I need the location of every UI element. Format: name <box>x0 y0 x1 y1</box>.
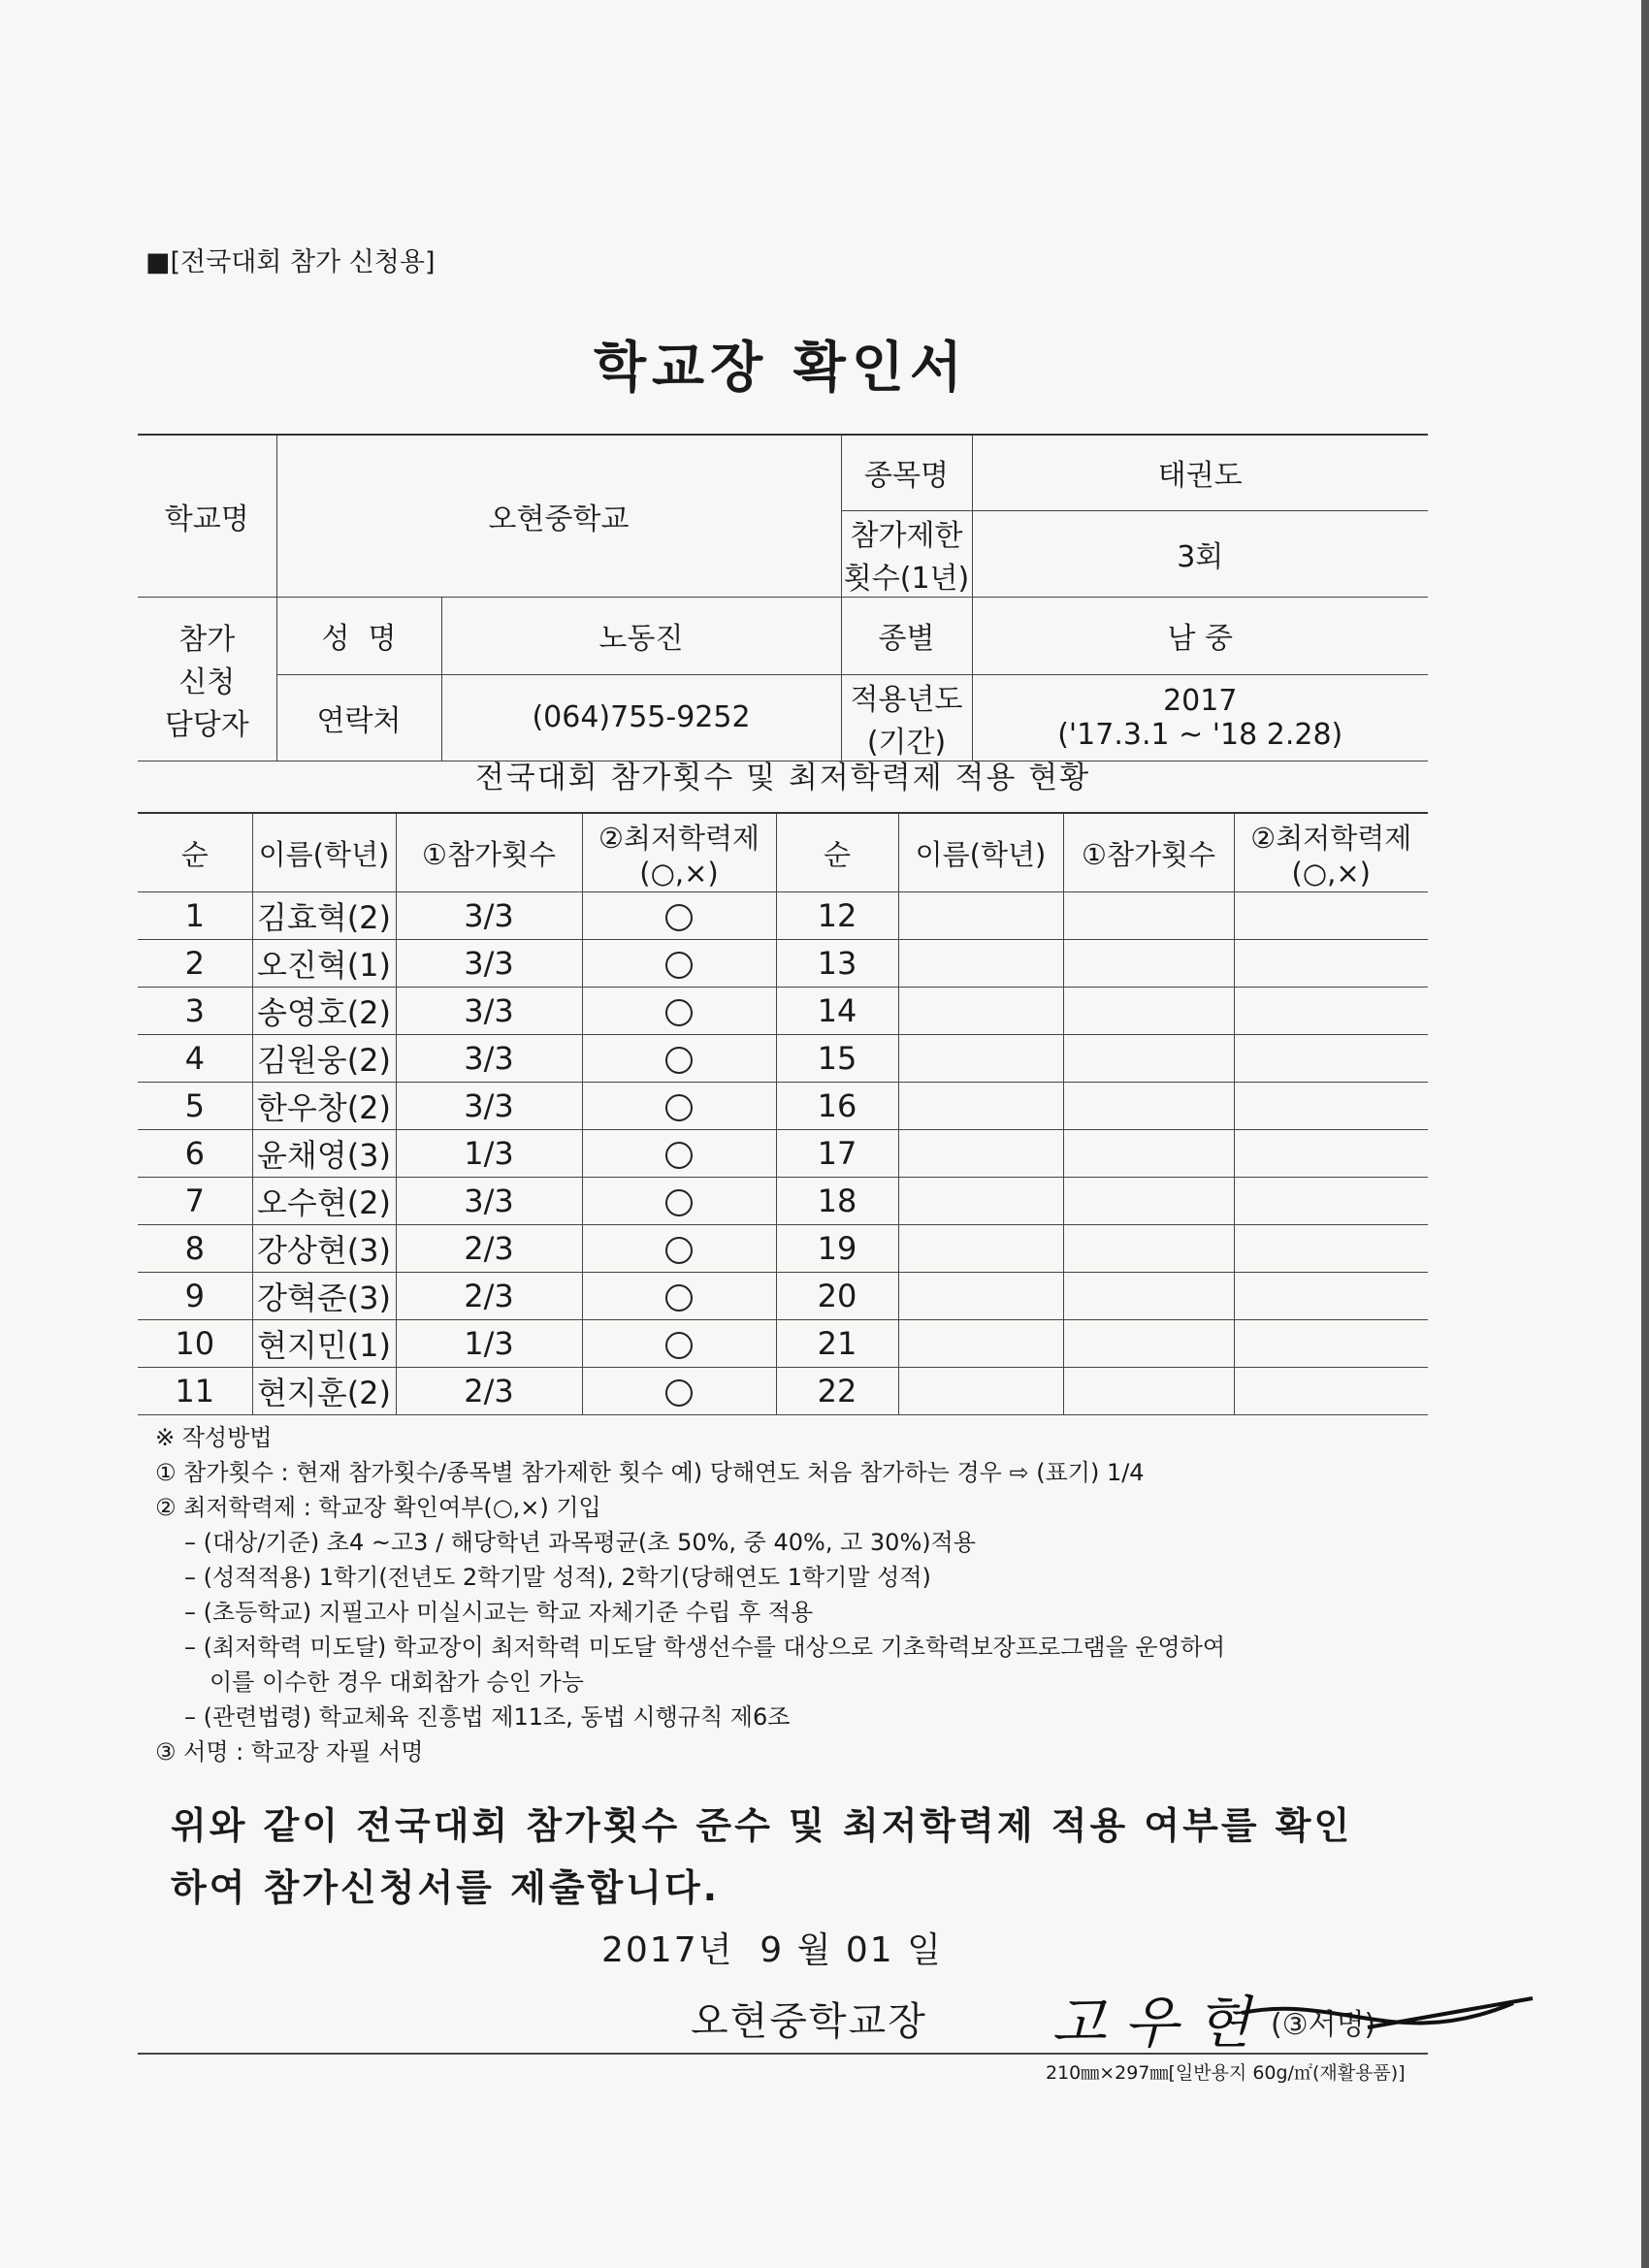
year-value-line1: 2017 <box>1163 683 1238 718</box>
row-count: 2/3 <box>396 1273 582 1320</box>
year-label-line1: 적용년도 <box>850 682 963 717</box>
year-label <box>841 674 972 761</box>
col-min <box>1234 813 1428 892</box>
row-name <box>898 892 1063 940</box>
note-line: – (초등학교) 지필고사 미실시교는 학교 자체기준 수립 후 적용 <box>184 1599 814 1626</box>
circle-mark-icon <box>665 1142 693 1169</box>
row-min-mark <box>1234 892 1428 940</box>
row-count <box>1063 1035 1234 1083</box>
row-min-mark <box>1234 1225 1428 1273</box>
row-name: 강상현(3) <box>252 1225 396 1273</box>
name-label: 성 명 <box>276 597 441 674</box>
row-count <box>1063 1130 1234 1178</box>
declaration-line2: 하여 참가신청서를 제출합니다. <box>171 1866 721 1909</box>
row-count: 2/3 <box>396 1368 582 1415</box>
row-name: 송영호(2) <box>252 988 396 1035</box>
signature-text: 고 우 현 <box>1051 1990 1250 2056</box>
row-no: 14 <box>776 988 898 1035</box>
row-min-mark <box>582 1035 776 1083</box>
row-name <box>898 1083 1063 1130</box>
event-label: 종목명 <box>841 435 972 510</box>
row-count: 1/3 <box>396 1320 582 1368</box>
row-name: 오진혁(1) <box>252 940 396 988</box>
row-count <box>1063 940 1234 988</box>
row-min-mark <box>582 1178 776 1225</box>
principal-signature <box>1048 1974 1552 2071</box>
row-min-mark <box>1234 1273 1428 1320</box>
applicant-label-line1: 참가 <box>178 622 236 657</box>
col-no: 순 <box>776 813 898 892</box>
row-name: 오수현(2) <box>252 1178 396 1225</box>
circle-mark-icon <box>665 1379 693 1407</box>
row-min-mark <box>1234 1083 1428 1130</box>
row-min-mark <box>582 1083 776 1130</box>
circle-mark-icon <box>665 904 693 931</box>
row-min-mark <box>582 940 776 988</box>
contact-value: (064)755-9252 <box>441 674 841 761</box>
table-row <box>138 1130 1428 1178</box>
limit-label-line1: 참가제한 <box>850 518 963 553</box>
col-name: 이름(학년) <box>898 813 1063 892</box>
row-no: 8 <box>138 1225 252 1273</box>
participation-table <box>138 812 1428 1415</box>
col-name: 이름(학년) <box>252 813 396 892</box>
applicant-label-line3: 담당자 <box>164 707 249 742</box>
row-name <box>898 1035 1063 1083</box>
row-min-mark <box>582 1273 776 1320</box>
category-label: 종별 <box>841 597 972 674</box>
row-no: 2 <box>138 940 252 988</box>
col-no: 순 <box>138 813 252 892</box>
table-row <box>138 1178 1428 1225</box>
circle-mark-icon <box>665 1047 693 1074</box>
applicant-label <box>138 597 276 761</box>
signature-seal-note: (③서명) <box>1271 2008 1376 2042</box>
row-min-mark <box>1234 1130 1428 1178</box>
row-min-mark <box>1234 1035 1428 1083</box>
row-count <box>1063 988 1234 1035</box>
note-line: – (대상/기준) 초4 ~고3 / 해당학년 과목평균(초 50%, 중 40%, 고 30%)적용 <box>184 1529 976 1556</box>
row-count: 3/3 <box>396 1035 582 1083</box>
row-no: 11 <box>138 1368 252 1415</box>
row-min-mark <box>582 1225 776 1273</box>
col-min <box>582 813 776 892</box>
limit-label-line2: 횟수(1년) <box>843 561 970 596</box>
col-min-line1: ②최저학력제 <box>1250 821 1412 855</box>
row-no: 16 <box>776 1083 898 1130</box>
note-line: ② 최저학력제 : 학교장 확인여부(○,×) 기입 <box>155 1494 601 1521</box>
row-no: 4 <box>138 1035 252 1083</box>
row-count: 2/3 <box>396 1225 582 1273</box>
circle-mark-icon <box>665 1189 693 1216</box>
row-name: 김원웅(2) <box>252 1035 396 1083</box>
circle-mark-icon <box>665 952 693 979</box>
paper-spec: 210㎜×297㎜[일반용지 60g/㎡(재활용품)] <box>1046 2062 1406 2084</box>
table-row <box>138 892 1428 940</box>
row-min-mark <box>1234 1178 1428 1225</box>
row-no: 9 <box>138 1273 252 1320</box>
row-name: 한우창(2) <box>252 1083 396 1130</box>
row-name: 현지민(1) <box>252 1320 396 1368</box>
row-min-mark <box>582 1368 776 1415</box>
row-no: 10 <box>138 1320 252 1368</box>
limit-value: 3회 <box>972 510 1428 597</box>
row-no: 18 <box>776 1178 898 1225</box>
contact-label: 연락처 <box>276 674 441 761</box>
circle-mark-icon <box>665 999 693 1026</box>
principal-name: 오현중학교장 <box>691 1999 927 2044</box>
row-count: 1/3 <box>396 1130 582 1178</box>
row-no: 12 <box>776 892 898 940</box>
scan-edge <box>1641 0 1649 2268</box>
row-min-mark <box>1234 988 1428 1035</box>
event-value: 태권도 <box>972 435 1428 510</box>
row-name: 윤채영(3) <box>252 1130 396 1178</box>
school-name: 오현중학교 <box>276 435 841 597</box>
row-no: 6 <box>138 1130 252 1178</box>
table-row <box>138 1035 1428 1083</box>
col-min-line2: (○,×) <box>639 856 719 890</box>
row-no: 17 <box>776 1130 898 1178</box>
info-table <box>138 434 1428 761</box>
row-min-mark <box>582 892 776 940</box>
table-row <box>138 940 1428 988</box>
row-no: 5 <box>138 1083 252 1130</box>
row-name <box>898 1178 1063 1225</box>
row-name <box>898 1368 1063 1415</box>
row-count <box>1063 1083 1234 1130</box>
row-min-mark <box>582 988 776 1035</box>
note-line: – (최저학력 미도달) 학교장이 최저학력 미도달 학생선수를 대상으로 기초학력보장프로그램을 운영하여 <box>184 1634 1226 1661</box>
declaration-line1: 위와 같이 전국대회 참가횟수 준수 및 최저학력제 적용 여부를 확인 <box>171 1804 1353 1847</box>
note-line: ① 참가횟수 : 현재 참가횟수/종목별 참가제한 횟수 예) 당해연도 처음 참가하는 경우 ⇨ (표기) 1/4 <box>155 1459 1145 1486</box>
row-no: 21 <box>776 1320 898 1368</box>
row-name <box>898 1320 1063 1368</box>
row-name: 현지훈(2) <box>252 1368 396 1415</box>
issue-date: 2017년 9 월 01 일 <box>601 1930 943 1970</box>
row-count: 3/3 <box>396 988 582 1035</box>
category-value: 남 중 <box>972 597 1428 674</box>
row-count <box>1063 892 1234 940</box>
row-no: 22 <box>776 1368 898 1415</box>
row-min-mark <box>1234 940 1428 988</box>
bottom-rule <box>138 2053 1428 2055</box>
row-no: 13 <box>776 940 898 988</box>
table-row <box>138 1225 1428 1273</box>
circle-mark-icon <box>665 1332 693 1359</box>
row-min-mark <box>1234 1320 1428 1368</box>
table-row <box>138 1368 1428 1415</box>
row-no: 1 <box>138 892 252 940</box>
notes-heading: ※ 작성방법 <box>155 1424 273 1451</box>
row-name: 강혁준(3) <box>252 1273 396 1320</box>
row-count <box>1063 1225 1234 1273</box>
row-count: 3/3 <box>396 1083 582 1130</box>
note-line: – (성적적용) 1학기(전년도 2학기말 성적), 2학기(당해연도 1학기말 성적) <box>184 1564 931 1591</box>
note-line: – (관련법령) 학교체육 진흥법 제11조, 동법 시행규칙 제6조 <box>184 1703 791 1731</box>
row-count <box>1063 1178 1234 1225</box>
section-title: 전국대회 참가횟수 및 최저학력제 적용 현황 <box>474 761 1091 795</box>
name-value: 노동진 <box>441 597 841 674</box>
row-min-mark <box>582 1320 776 1368</box>
circle-mark-icon <box>665 1237 693 1264</box>
col-min-line1: ②최저학력제 <box>598 821 760 855</box>
row-no: 15 <box>776 1035 898 1083</box>
row-no: 7 <box>138 1178 252 1225</box>
row-count: 3/3 <box>396 940 582 988</box>
row-name <box>898 1273 1063 1320</box>
row-count: 3/3 <box>396 892 582 940</box>
row-no: 3 <box>138 988 252 1035</box>
row-min-mark <box>1234 1368 1428 1415</box>
row-name <box>898 1130 1063 1178</box>
col-min-line2: (○,×) <box>1291 856 1371 890</box>
year-value <box>972 674 1428 761</box>
year-value-line2: ('17.3.1 ~ '18 2.28) <box>1057 717 1343 752</box>
page-title: 학교장 확인서 <box>593 337 969 400</box>
col-count: ①참가횟수 <box>1063 813 1234 892</box>
row-count <box>1063 1368 1234 1415</box>
note-line: 이를 이수한 경우 대회참가 승인 가능 <box>210 1669 584 1696</box>
row-count <box>1063 1320 1234 1368</box>
row-count <box>1063 1273 1234 1320</box>
declaration <box>171 1795 1352 1919</box>
year-label-line2: (기간) <box>866 725 947 760</box>
row-name <box>898 988 1063 1035</box>
table-row <box>138 1273 1428 1320</box>
school-label: 학교명 <box>138 435 276 597</box>
circle-mark-icon <box>665 1094 693 1121</box>
row-no: 19 <box>776 1225 898 1273</box>
table-row <box>138 1083 1428 1130</box>
table-row <box>138 988 1428 1035</box>
note-line: ③ 서명 : 학교장 자필 서명 <box>155 1738 424 1766</box>
doc-type-label: ■[전국대회 참가 신청용] <box>146 247 436 277</box>
row-name <box>898 1225 1063 1273</box>
row-no: 20 <box>776 1273 898 1320</box>
circle-mark-icon <box>665 1284 693 1312</box>
writing-instructions <box>155 1420 1445 1769</box>
limit-label <box>841 510 972 597</box>
row-count: 3/3 <box>396 1178 582 1225</box>
row-min-mark <box>582 1130 776 1178</box>
row-name: 김효혁(2) <box>252 892 396 940</box>
applicant-label-line2: 신청 <box>178 664 236 699</box>
table-row <box>138 1320 1428 1368</box>
row-name <box>898 940 1063 988</box>
col-count: ①참가횟수 <box>396 813 582 892</box>
